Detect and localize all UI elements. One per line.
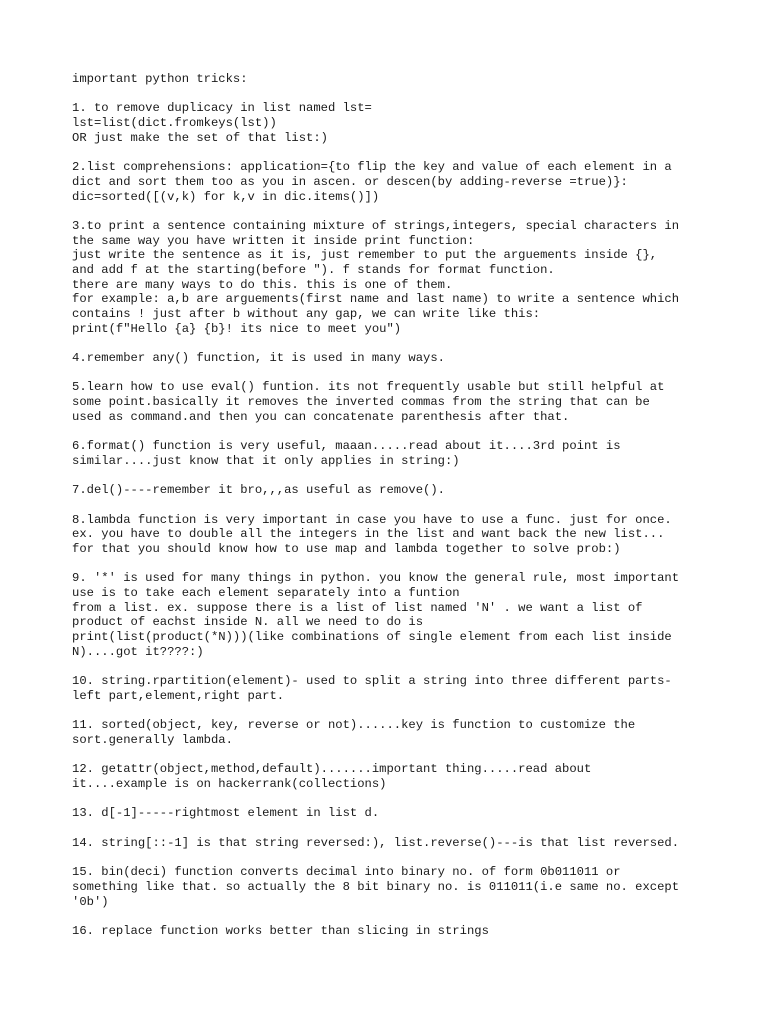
text-line: some point.basically it removes the inverted commas from the string that can be: [72, 395, 650, 410]
text-line: '0b'): [72, 894, 109, 909]
text-line: 4.remember any() function, it is used in many ways.: [72, 351, 445, 366]
text-line: the same way you have written it inside print function:: [72, 233, 475, 248]
text-line: ex. you have to double all the integers in the list and want back the new list...: [72, 527, 665, 542]
text-line: OR just make the set of that list:): [72, 130, 328, 145]
list-item: [72, 219, 712, 337]
list-item: [72, 483, 712, 498]
list-item: [72, 806, 712, 821]
list-item: [72, 380, 712, 424]
text-line: it....example is on hackerrank(collections): [72, 777, 387, 792]
text-line: N)....got it????:): [72, 644, 204, 659]
text-line: and add f at the starting(before "). f stands for format function.: [72, 262, 555, 277]
text-line: left part,element,right part.: [72, 688, 285, 703]
text-line: 13. d[-1]-----rightmost element in list d.: [72, 806, 380, 821]
text-line: something like that. so actually the 8 bit binary no. is 011011(i.e same no. except: [72, 879, 680, 894]
text-line: sort.generally lambda.: [72, 732, 233, 747]
text-line: for example: a,b are arguements(first name and last name) to write a sentence which: [72, 292, 680, 307]
text-line: 1. to remove duplicacy in list named lst=: [72, 101, 372, 116]
text-line: 8.lambda function is very important in case you have to use a func. just for once.: [72, 512, 672, 527]
text-line: for that you should know how to use map and lambda together to solve prob:): [72, 542, 621, 557]
list-item: [72, 865, 712, 909]
list-item: [72, 513, 712, 557]
text-line: 10. string.rpartition(element)- used to split a string into three different parts-: [72, 674, 672, 689]
text-line: dict and sort them too as you in ascen. or descen(by adding-reverse =true)}:: [72, 174, 628, 189]
text-line: use is to take each element separately into a funtion: [72, 586, 460, 601]
text-line: 9. '*' is used for many things in python. you know the general rule, most important: [72, 571, 680, 586]
text-line: print(list(product(*N)))(like combinations of single element from each list inside: [72, 630, 672, 645]
text-line: 5.learn how to use eval() funtion. its not frequently usable but still helpful at: [72, 380, 665, 395]
text-line: similar....just know that it only applies in string:): [72, 453, 460, 468]
text-line: 16. replace function works better than slicing in strings: [72, 923, 489, 938]
text-line: from a list. ex. suppose there is a list of list named 'N' . we want a list of: [72, 600, 643, 615]
list-item: [72, 439, 712, 468]
list-item: [72, 836, 712, 851]
list-item: [72, 160, 712, 204]
text-line: 6.format() function is very useful, maaan.....read about it....3rd point is: [72, 439, 621, 454]
list-item: [72, 674, 712, 703]
text-line: 12. getattr(object,method,default).......important thing.....read about: [72, 762, 592, 777]
paragraph-list: [72, 101, 712, 938]
text-line: dic=sorted([(v,k) for k,v in dic.items()]): [72, 189, 380, 204]
text-line: 15. bin(deci) function converts decimal into binary no. of form 0b011011 or: [72, 865, 621, 880]
text-line: contains ! just after b without any gap, we can write like this:: [72, 307, 541, 322]
text-line: print(f"Hello {a} {b}! its nice to meet you"): [72, 321, 402, 336]
list-item: [72, 571, 712, 659]
list-item: [72, 101, 712, 145]
text-line: 2.list comprehensions: application={to flip the key and value of each element in a: [72, 160, 672, 175]
list-item: [72, 924, 712, 939]
text-line: 14. string[::-1] is that string reversed:), list.reverse()---is that list reversed.: [72, 835, 680, 850]
document-page: [72, 72, 712, 953]
text-line: 3.to print a sentence containing mixture of strings,integers, special characters in: [72, 218, 680, 233]
document-title: important python tricks:: [72, 72, 248, 86]
text-line: there are many ways to do this. this is one of them.: [72, 277, 453, 292]
text-line: 7.del()----remember it bro,,,as useful as remove().: [72, 483, 445, 498]
list-item: [72, 762, 712, 791]
text-line: just write the sentence as it is, just remember to put the arguements inside {},: [72, 248, 658, 263]
text-line: 11. sorted(object, key, reverse or not)......key is function to customize the: [72, 718, 636, 733]
text-line: product of eachst inside N. all we need to do is: [72, 615, 424, 630]
list-item: [72, 351, 712, 366]
list-item: [72, 718, 712, 747]
text-line: used as command.and then you can concatenate parenthesis after that.: [72, 409, 570, 424]
text-line: lst=list(dict.fromkeys(lst)): [72, 116, 277, 131]
